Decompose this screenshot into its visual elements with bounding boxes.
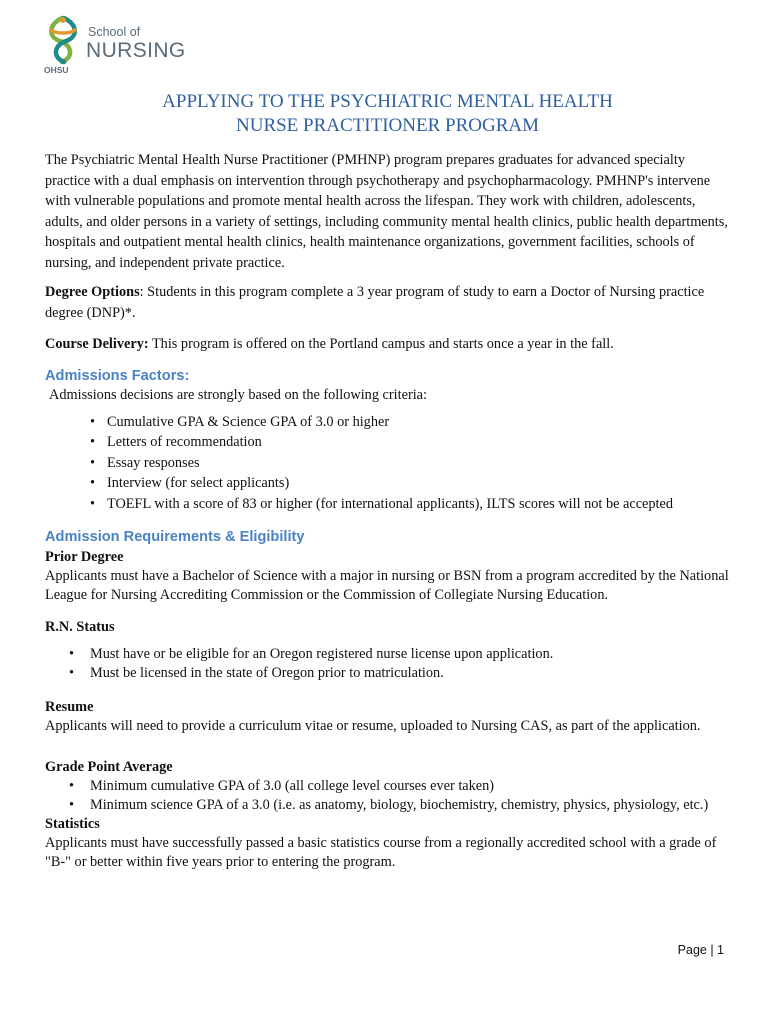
list-item: • Minimum science GPA of a 3.0 (i.e. as anatomy, biology, biochemistry, chemistry, physics, physiology, etc.) — [69, 796, 730, 815]
gpa-list — [45, 777, 730, 815]
resume-label: Resume — [45, 699, 94, 715]
page-title — [45, 90, 730, 138]
statistics-text: Applicants must have successfully passed a basic statistics course from a regionally accredited school with a grade of "B-" or better within five years prior to entering the program. — [45, 835, 717, 870]
list-item: • Must be licensed in the state of Oregon prior to matriculation. — [69, 664, 730, 683]
degree-options-text: : Students in this program complete a 3 year program of study to earn a Doctor of Nursing practice degree (DNP)*. — [45, 284, 705, 321]
course-delivery-text: This program is offered on the Portland campus and starts once a year in the fall. — [148, 336, 614, 352]
intro-paragraph: The Psychiatric Mental Health Nurse Practitioner (PMHNP) program prepares graduates for advanced specialty practice with a dual emphasis on intervention through psychotherapy and psychopharmacology. PMHNP's intervene with vulnerable populations and promote mental health across the lifespan. They work with children, adolescents, adults, and older persons in a variety of settings, including community mental health clinics, public health departments, hospitals and outpatient mental health clinics, health maintenance organizations, government facilities, schools of nursing, and independent private practice. — [45, 152, 728, 271]
admissions-factors-intro: Admissions decisions are strongly based on the following criteria: — [49, 386, 428, 403]
list-item: • Minimum cumulative GPA of 3.0 (all college level courses ever taken) — [69, 777, 730, 796]
degree-options-paragraph — [45, 282, 730, 323]
list-item: • Interview (for select applicants) — [90, 473, 730, 494]
title-line-1: APPLYING TO THE PSYCHIATRIC MENTAL HEALTH — [162, 91, 613, 112]
requirements-heading: Admission Requirements & Eligibility — [45, 529, 305, 545]
document-body — [45, 90, 730, 872]
logo-school-of: School of — [88, 25, 141, 39]
school-logo — [40, 15, 186, 77]
rn-status-label: R.N. Status — [45, 619, 115, 635]
prior-degree-text: Applicants must have a Bachelor of Science with a major in nursing or BSN from a program accredited by the National League for Nursing Accrediting Commission or the Commission of Collegiate Nursing Education. — [45, 568, 729, 603]
logo-ohsu: OHSU — [44, 65, 69, 75]
course-delivery-label: Course Delivery: — [45, 336, 149, 352]
list-item: • Cumulative GPA & Science GPA of 3.0 or higher — [90, 412, 730, 433]
list-item: • Letters of recommendation — [90, 432, 730, 453]
gpa-label: Grade Point Average — [45, 759, 173, 775]
resume-text: Applicants will need to provide a curriculum vitae or resume, uploaded to Nursing CAS, as part of the application. — [45, 718, 701, 734]
page-number: Page | 1 — [677, 943, 724, 957]
degree-options-label: Degree Options — [45, 284, 140, 300]
prior-degree-label: Prior Degree — [45, 549, 124, 565]
title-line-2: NURSE PRACTITIONER PROGRAM — [236, 115, 539, 136]
statistics-label: Statistics — [45, 816, 100, 832]
list-item: • TOEFL with a score of 83 or higher (for international applicants), ILTS scores will not be accepted — [90, 494, 730, 515]
list-item: • Essay responses — [90, 453, 730, 474]
admissions-factors-heading: Admissions Factors: — [45, 367, 190, 384]
list-item: • Must have or be eligible for an Oregon registered nurse license upon application. — [69, 645, 730, 664]
ohsu-knot-icon — [40, 15, 86, 65]
logo-nursing: NURSING — [86, 39, 186, 62]
admissions-criteria-list — [45, 412, 730, 515]
course-delivery-paragraph — [45, 334, 730, 355]
rn-status-list — [45, 645, 730, 683]
